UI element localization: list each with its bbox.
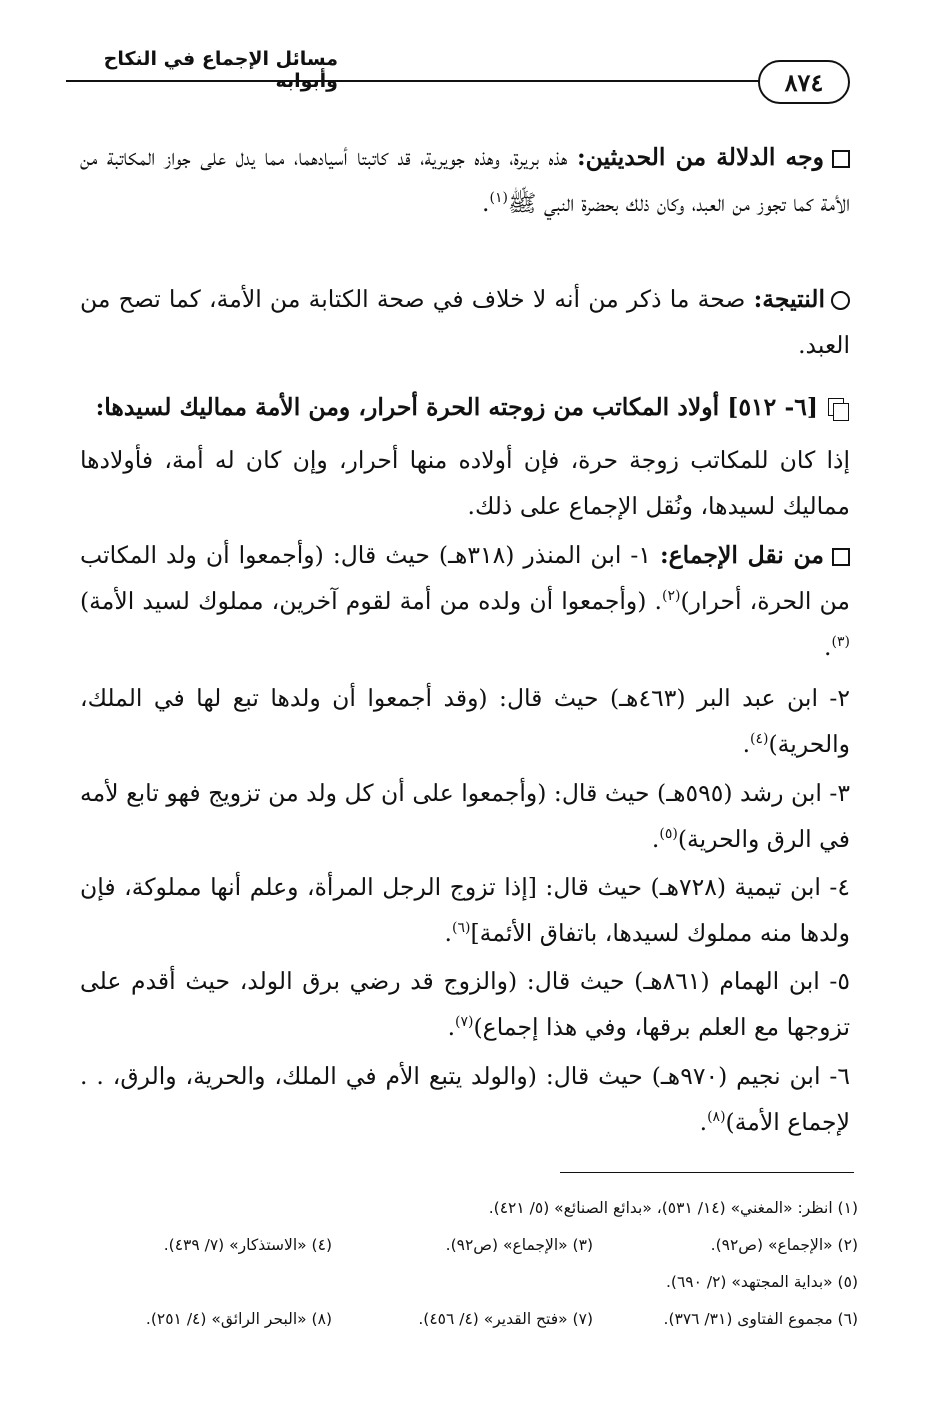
paragraph-text: ١- ابن المنذر (٣١٨هـ) حيث قال: (وأجمعوا أن ولد المكاتب من الحرة، أحرار) xyxy=(80,541,850,615)
header-rule xyxy=(66,80,776,82)
paragraph-end: . xyxy=(447,1013,456,1041)
footnote-ref: (٥) xyxy=(659,826,678,843)
running-title: مسائل الإجماع في النكاح وأبوابه xyxy=(103,48,338,92)
square-bullet-icon xyxy=(832,150,850,168)
paragraph-intro xyxy=(80,437,850,529)
footnote-5: (٥) «بداية المجتهد» (٢/ ٦٩٠). xyxy=(665,1273,858,1291)
footnote-6: (٦) مجموع الفتاوى (٣١/ ٣٧٦). xyxy=(663,1310,858,1328)
footnote-ref: (٧) xyxy=(455,1014,474,1031)
paragraph-text: . (وأجمعوا أن ولده من أمة لقوم آخرين، مملوك لسيد الأمة) xyxy=(80,587,663,615)
paragraph-item-2 xyxy=(80,675,850,767)
paragraph-text: صحة ما ذكر من أنه لا خلاف في صحة الكتابة من الأمة، كما تصح من العبد. xyxy=(80,285,850,359)
paragraph-text: ٤- ابن تيمية (٧٢٨هـ) حيث قال: [إذا تزوج الرجل المرأة، وعلم أنها مملوكة، فإن ولدها منه مملوك لسيدها، باتفاق الأئمة] xyxy=(80,873,850,947)
paragraph-transmitters xyxy=(80,532,850,670)
paragraph-end: . xyxy=(651,825,660,853)
paragraph-label: النتيجة: xyxy=(753,285,825,313)
paragraph-item-4 xyxy=(80,864,850,956)
paragraph-text: ٣- ابن رشد (٥٩٥هـ) حيث قال: (وأجمعوا على أن كل ولد من تزويج فهو تابع لأمه في الرق والحرية) xyxy=(80,779,850,853)
footnote-1: (١) انظر: «المغني» (١٤/ ٥٣١)، «بدائع الصنائع» (٥/ ٤٢١). xyxy=(488,1199,858,1217)
footnote-7: (٧) «فتح القدير» (٤/ ٤٥٦). xyxy=(418,1310,593,1328)
footnote-ref: (٢) xyxy=(662,588,681,605)
paragraph-text: إذا كان للمكاتب زوجة حرة، فإن أولاده منها أحرار، وإن كان له أمة، فأولادها مماليك لسيدها، ونُقل الإجماع على ذلك. xyxy=(80,446,850,520)
footnote-ref: (٨) xyxy=(707,1109,726,1126)
section-heading-text: [٦- ٥١٢] أولاد المكاتب من زوجته الحرة أحرار، ومن الأمة مماليك لسيدها: xyxy=(95,393,818,421)
paragraph-text: ٦- ابن نجيم (٩٧٠هـ) حيث قال: (والولد يتبع الأم في الملك، والحرية، والرق، . . لإجماع الأمة) xyxy=(80,1062,850,1136)
footnote-ref: (١) xyxy=(489,190,508,207)
footnote-rule xyxy=(560,1172,854,1173)
footnote-ref: (٦) xyxy=(452,920,471,937)
documents-icon xyxy=(828,398,850,420)
circle-bullet-icon xyxy=(831,291,850,310)
footnote-3: (٣) «الإجماع» (ص٩٢). xyxy=(445,1236,593,1254)
square-bullet-icon xyxy=(832,548,850,566)
paragraph-end: . xyxy=(742,730,751,758)
paragraph-label: من نقل الإجماع: xyxy=(659,541,824,569)
paragraph-item-6 xyxy=(80,1053,850,1145)
paragraph-item-3 xyxy=(80,770,850,862)
paragraph-label: وجه الدلالة من الحديثين: xyxy=(576,143,824,171)
footnote-8: (٨) «البحر الرائق» (٤/ ٢٥١). xyxy=(145,1310,332,1328)
paragraph-text: هذه بريرة، وهذه جويرية، قد كاتبتا أسيادهما، مما يدل على جواز المكاتبة من الأمة كما تجوز من العبد، وكان ذلك بحضرة النبي ﷺ xyxy=(80,143,850,217)
paragraph-end: . xyxy=(824,633,832,661)
page-number: ٨٧٤ xyxy=(784,68,824,97)
footnote-ref: (٣) xyxy=(831,634,850,651)
paragraph-evidence xyxy=(80,134,850,226)
footnote-ref: (٤) xyxy=(750,731,769,748)
paragraph-text: ٢- ابن عبد البر (٤٦٣هـ) حيث قال: (وقد أجمعوا أن ولدها تبع لها في الملك، والحرية) xyxy=(80,684,850,758)
page-number-badge xyxy=(758,60,850,104)
footnote-4: (٤) «الاستذكار» (٧/ ٤٣٩). xyxy=(163,1236,332,1254)
paragraph-result xyxy=(80,276,850,368)
paragraph-item-5 xyxy=(80,958,850,1050)
paragraph-end: . xyxy=(482,189,490,217)
footnote-2: (٢) «الإجماع» (ص٩٢). xyxy=(710,1236,858,1254)
paragraph-end: . xyxy=(444,919,452,947)
paragraph-text: ٥- ابن الهمام (٨٦١هـ) حيث قال: (والزوج قد رضي برق الولد، حيث أقدم على تزوجها مع العلم برقها، وفي هذا إجماع) xyxy=(80,967,850,1041)
section-heading xyxy=(80,384,850,430)
paragraph-end: . xyxy=(699,1108,708,1136)
